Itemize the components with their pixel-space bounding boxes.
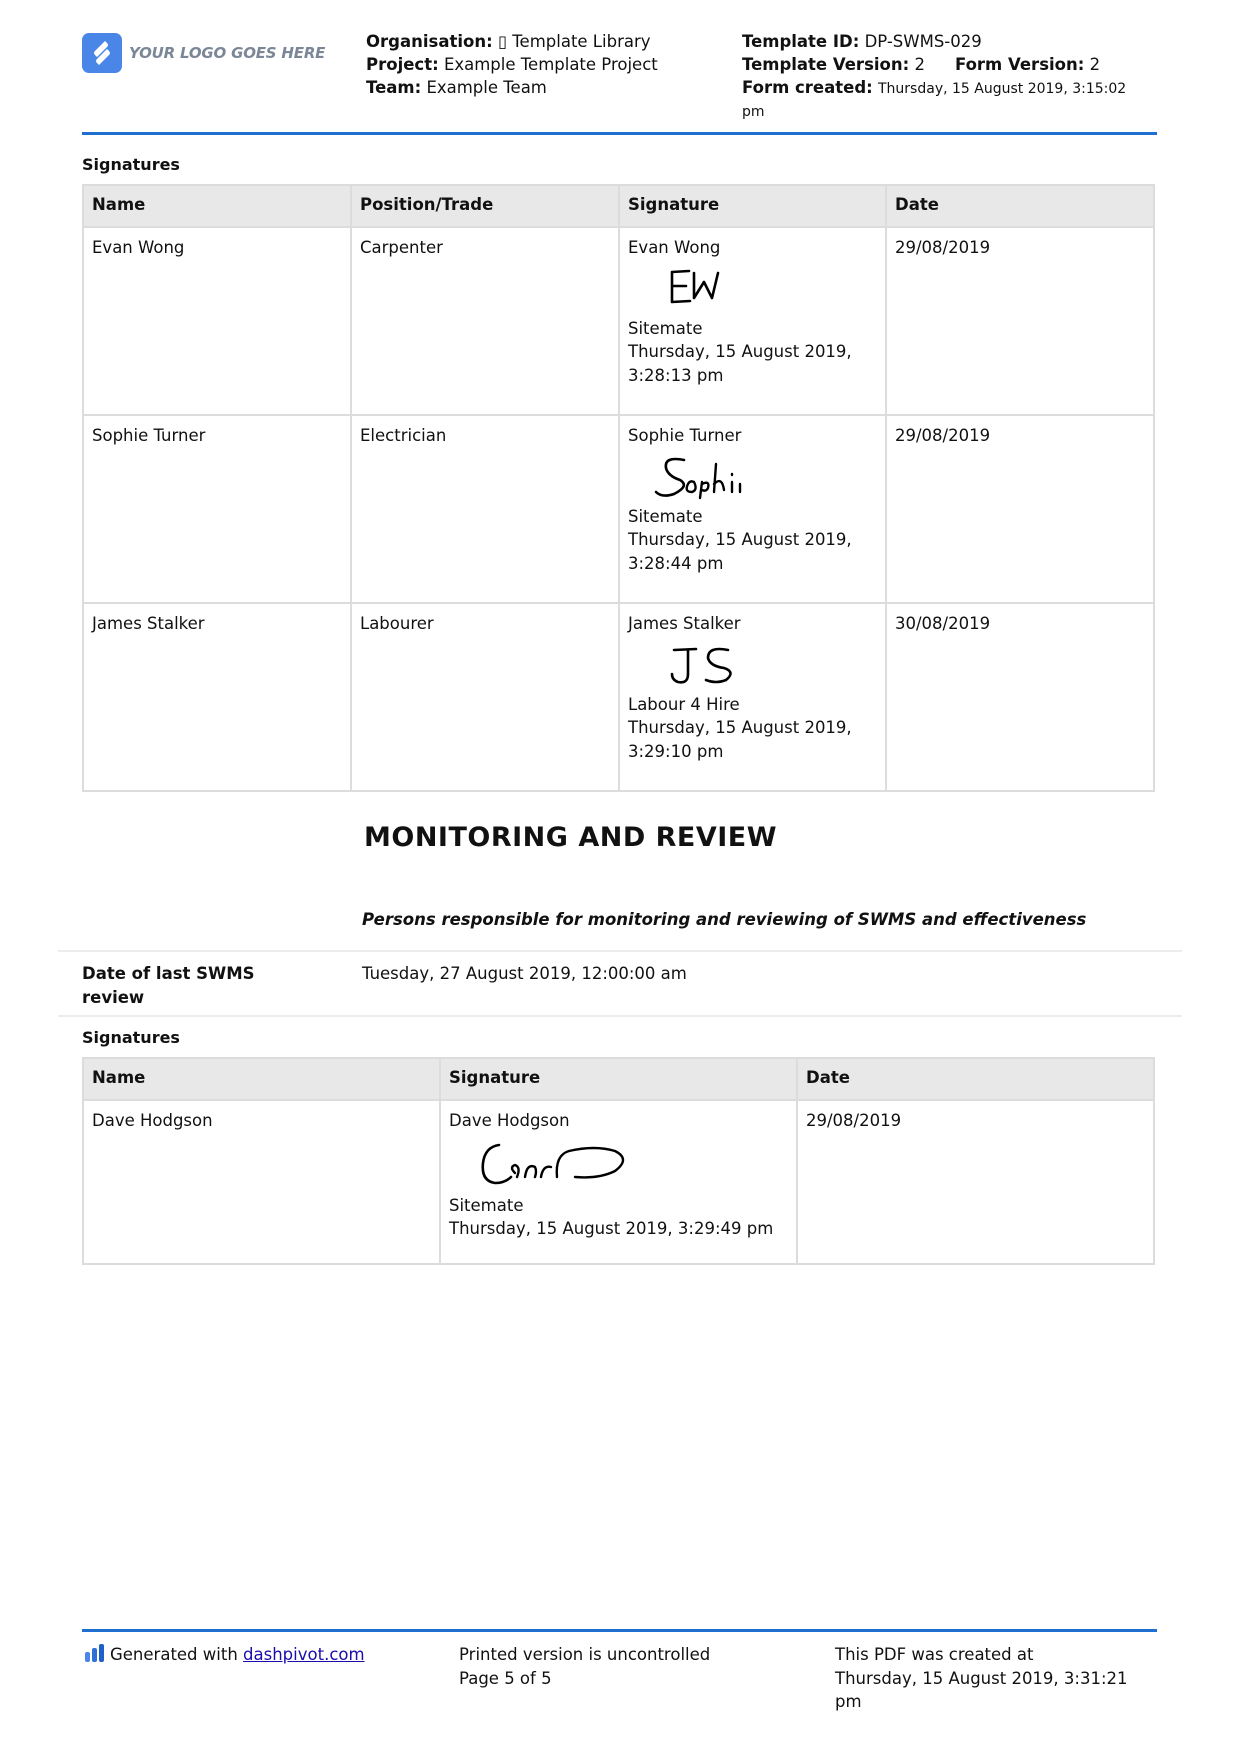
signed-timestamp-2: 3:28:44 pm	[628, 553, 724, 573]
table-row	[83, 1100, 1154, 1264]
table-row	[83, 415, 1154, 603]
handwritten-signature-image	[465, 1137, 625, 1191]
footer-generated	[84, 1643, 365, 1667]
handwritten-signature-image	[644, 452, 784, 502]
signer-name: Sophie Turner	[628, 426, 742, 445]
signed-timestamp-2: 3:29:10 pm	[628, 741, 724, 761]
column-header-date: Date	[886, 185, 1154, 227]
organisation-line: Organisation: ▯ Template Library	[366, 32, 651, 51]
page-number: Page 5 of 5	[459, 1668, 552, 1688]
row-divider-top	[58, 950, 1182, 952]
cell-signature	[619, 603, 886, 791]
cell-signature	[619, 227, 886, 415]
footer-pdf-created	[835, 1643, 1128, 1714]
team-line: Team: Example Team	[366, 78, 547, 97]
cell-signature	[619, 415, 886, 603]
section-title: MONITORING AND REVIEW	[364, 822, 778, 853]
footer-print-note	[459, 1643, 710, 1690]
dashpivot-link[interactable]: dashpivot.com	[243, 1645, 365, 1664]
signatures-table	[82, 184, 1155, 792]
cell-name: Dave Hodgson	[83, 1100, 440, 1264]
signer-name: James Stalker	[628, 614, 741, 633]
signed-timestamp: Thursday, 15 August 2019,	[628, 342, 852, 361]
cell-date: 29/08/2019	[886, 415, 1154, 603]
section-subtitle: Persons responsible for monitoring and reviewing of SWMS and effectiveness	[362, 910, 1087, 929]
column-header-date: Date	[797, 1058, 1154, 1100]
header-template-block	[742, 30, 1126, 124]
cell-name: Evan Wong	[83, 227, 351, 415]
table-header-row	[83, 1058, 1154, 1100]
cell-position: Carpenter	[351, 227, 619, 415]
form-created-line: Form created: Thursday, 15 August 2019, 3:15:02	[742, 78, 1127, 97]
cell-position: Electrician	[351, 415, 619, 603]
version-line: Template Version: 2 Form Version: 2	[742, 55, 1101, 74]
signer-organisation: Sitemate	[628, 318, 703, 338]
table-row	[83, 603, 1154, 791]
signer-organisation: Sitemate	[449, 1195, 524, 1215]
column-header-signature: Signature	[440, 1058, 797, 1100]
printed-uncontrolled-text: Printed version is uncontrolled	[459, 1645, 711, 1664]
handwritten-signature-image	[644, 264, 744, 314]
table-header-row	[83, 185, 1154, 227]
signed-timestamp: Thursday, 15 August 2019,	[628, 530, 852, 549]
cell-date: 30/08/2019	[886, 603, 1154, 791]
column-header-signature: Signature	[619, 185, 886, 227]
signer-name: Dave Hodgson	[449, 1111, 570, 1130]
header-org-block	[366, 30, 658, 99]
logo-mark-icon	[82, 33, 122, 73]
signed-timestamp: Thursday, 15 August 2019, 3:29:49 pm	[449, 1219, 774, 1238]
row-divider-bottom	[58, 1015, 1182, 1017]
review-date-value: Tuesday, 27 August 2019, 12:00:00 am	[362, 964, 687, 983]
handwritten-signature-image	[644, 640, 754, 690]
signer-organisation: Sitemate	[628, 506, 703, 526]
signed-timestamp: Thursday, 15 August 2019,	[628, 718, 852, 737]
signatures-label-2: Signatures	[82, 1028, 180, 1047]
logo-text: YOUR LOGO GOES HERE	[129, 44, 326, 62]
pdf-created-line-1: This PDF was created at	[835, 1645, 1034, 1664]
table-row	[83, 227, 1154, 415]
column-header-name: Name	[83, 1058, 440, 1100]
cell-position: Labourer	[351, 603, 619, 791]
project-line: Project: Example Template Project	[366, 55, 658, 74]
cell-name: James Stalker	[83, 603, 351, 791]
signer-organisation: Labour 4 Hire	[628, 694, 740, 714]
pdf-created-line-2: Thursday, 15 August 2019, 3:31:21	[835, 1668, 1128, 1688]
cell-date: 29/08/2019	[797, 1100, 1154, 1264]
signer-name: Evan Wong	[628, 238, 721, 257]
column-header-position: Position/Trade	[351, 185, 619, 227]
form-created-line-2: pm	[742, 104, 765, 120]
header-divider	[82, 132, 1157, 135]
generated-prefix: Generated with	[110, 1645, 238, 1664]
column-header-name: Name	[83, 185, 351, 227]
template-id-line: Template ID: DP-SWMS-029	[742, 32, 982, 51]
pdf-created-line-3: pm	[835, 1692, 862, 1711]
review-date-label: Date of last SWMS review	[82, 964, 255, 1007]
signed-timestamp-2: 3:28:13 pm	[628, 365, 724, 385]
cell-name: Sophie Turner	[83, 415, 351, 603]
cell-date: 29/08/2019	[886, 227, 1154, 415]
cell-signature	[440, 1100, 797, 1264]
signatures-label: Signatures	[82, 155, 180, 174]
dashpivot-bars-icon	[84, 1644, 106, 1662]
footer-divider	[82, 1629, 1157, 1632]
review-signatures-table	[82, 1057, 1155, 1265]
